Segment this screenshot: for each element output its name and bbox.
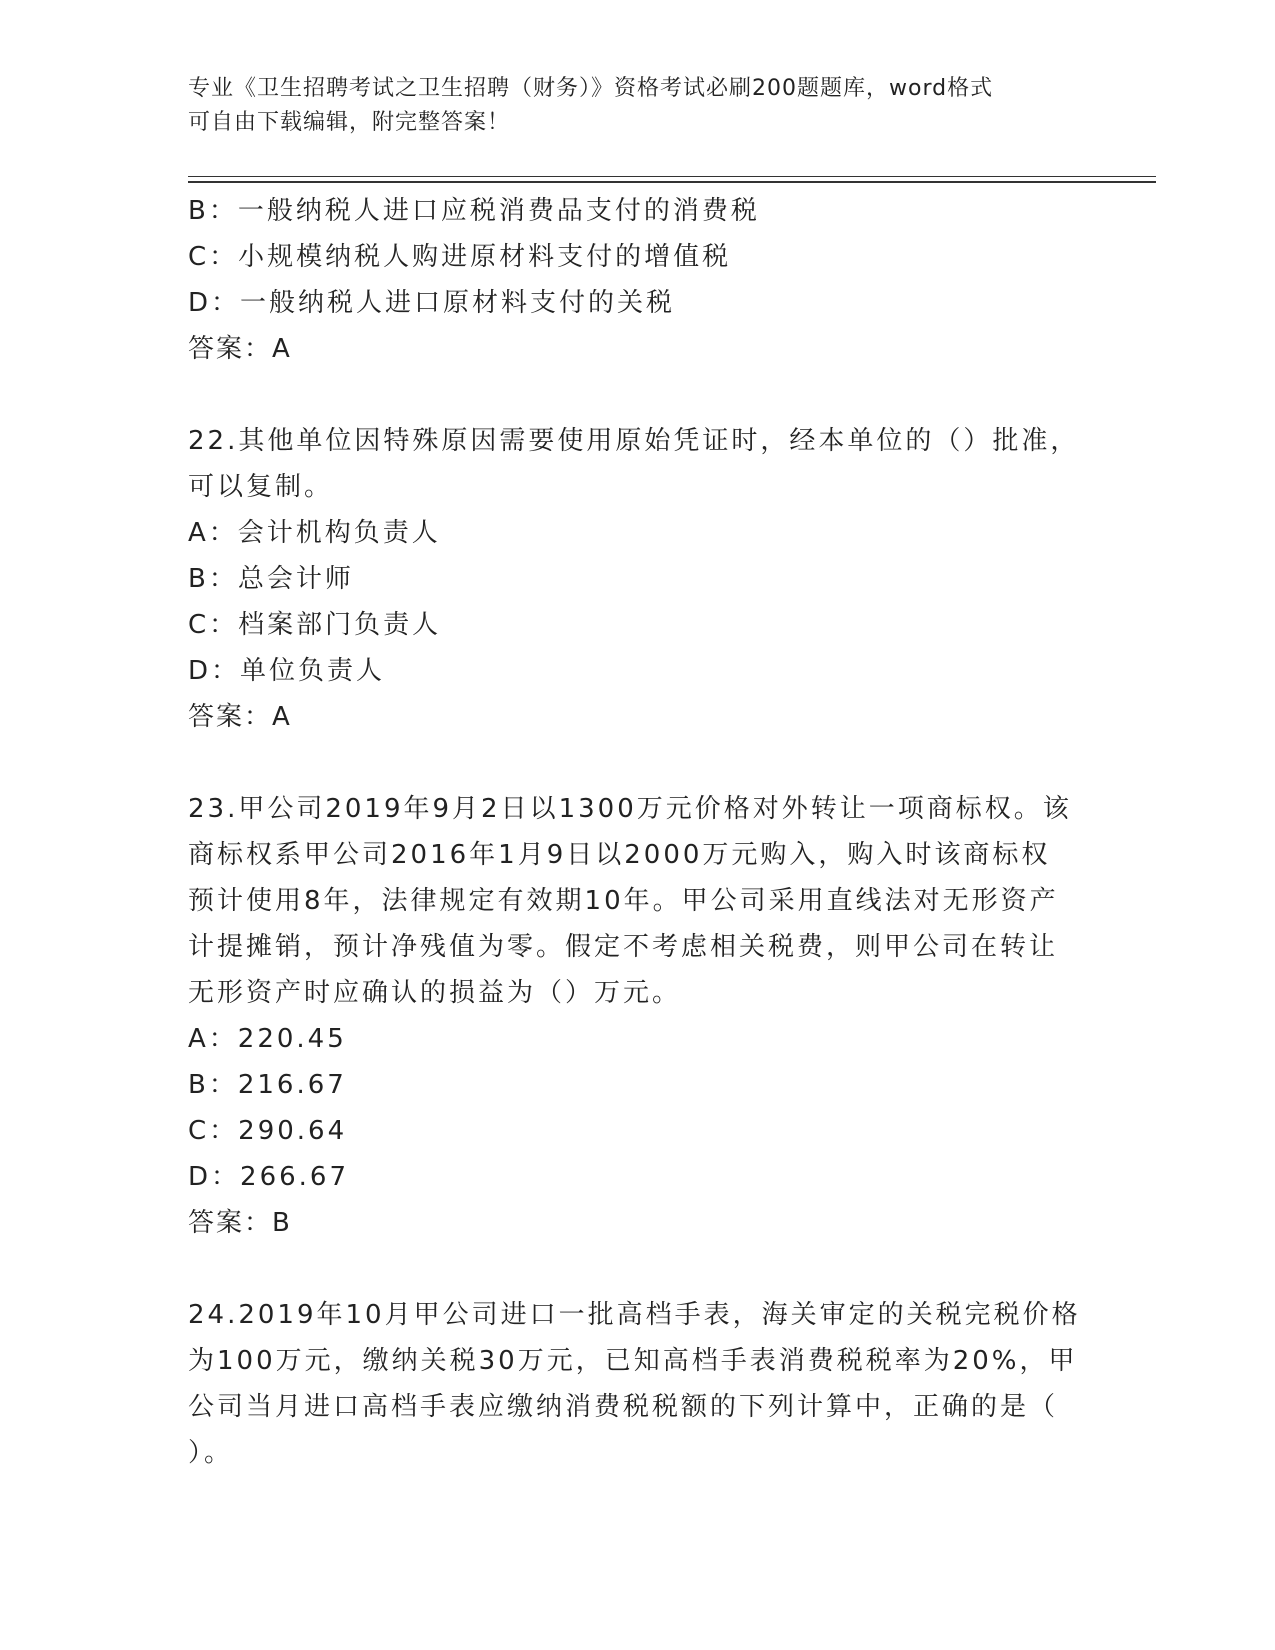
question-stem: 无形资产时应确认的损益为（）万元。 [188,978,682,1008]
question-22 [188,418,1088,740]
spacer [188,372,1088,418]
option-b: B：一般纳税人进口应税消费品支付的消费税 [188,196,760,226]
question-stem: 24.2019年10月甲公司进口一批高档手表，海关审定的关税完税价格 [188,1300,1081,1330]
spacer [188,740,1088,786]
question-stem: ）。 [188,1438,234,1468]
option-c: C：档案部门负责人 [188,610,442,640]
question-stem: 公司当月进口高档手表应缴纳消费税税额的下列计算中，正确的是（ [188,1392,1059,1422]
option-c: C：290.64 [188,1116,348,1146]
answer: 答案：B [188,1208,292,1238]
header-divider-thick [188,181,1156,183]
header-divider-thin [188,176,1156,177]
question-24 [188,1292,1088,1476]
question-stem: 计提摊销，预计净残值为零。假定不考虑相关税费，则甲公司在转让 [188,932,1059,962]
option-d: D：一般纳税人进口原材料支付的关税 [188,288,676,318]
option-a: A：会计机构负责人 [188,518,441,548]
document-header [188,72,1088,140]
answer: 答案：A [188,702,292,732]
option-d: D：266.67 [188,1162,349,1192]
option-c: C：小规模纳税人购进原材料支付的增值税 [188,242,732,272]
question-stem: 预计使用8年，法律规定有效期10年。甲公司采用直线法对无形资产 [188,886,1059,916]
header-line-1: 专业《卫生招聘考试之卫生招聘（财务）》资格考试必刷200题题库，word格式 [188,76,994,101]
option-d: D：单位负责人 [188,656,386,686]
question-stem: 可以复制。 [188,472,334,502]
question-stem: 22.其他单位因特殊原因需要使用原始凭证时，经本单位的（）批准， [188,426,1080,456]
option-a: A：220.45 [188,1024,347,1054]
question-stem: 23.甲公司2019年9月2日以1300万元价格对外转让一项商标权。该 [188,794,1072,824]
option-b: B：216.67 [188,1070,347,1100]
question-stem: 商标权系甲公司2016年1月9日以2000万元购入，购入时该商标权 [188,840,1051,870]
question-21 [188,188,1088,372]
option-b: B：总会计师 [188,564,354,594]
answer: 答案：A [188,334,292,364]
question-content [188,188,1088,1476]
question-23 [188,786,1088,1246]
spacer [188,1246,1088,1292]
question-stem: 为100万元，缴纳关税30万元，已知高档手表消费税税率为20%，甲 [188,1346,1078,1376]
header-line-2: 可自由下载编辑，附完整答案！ [188,110,511,135]
